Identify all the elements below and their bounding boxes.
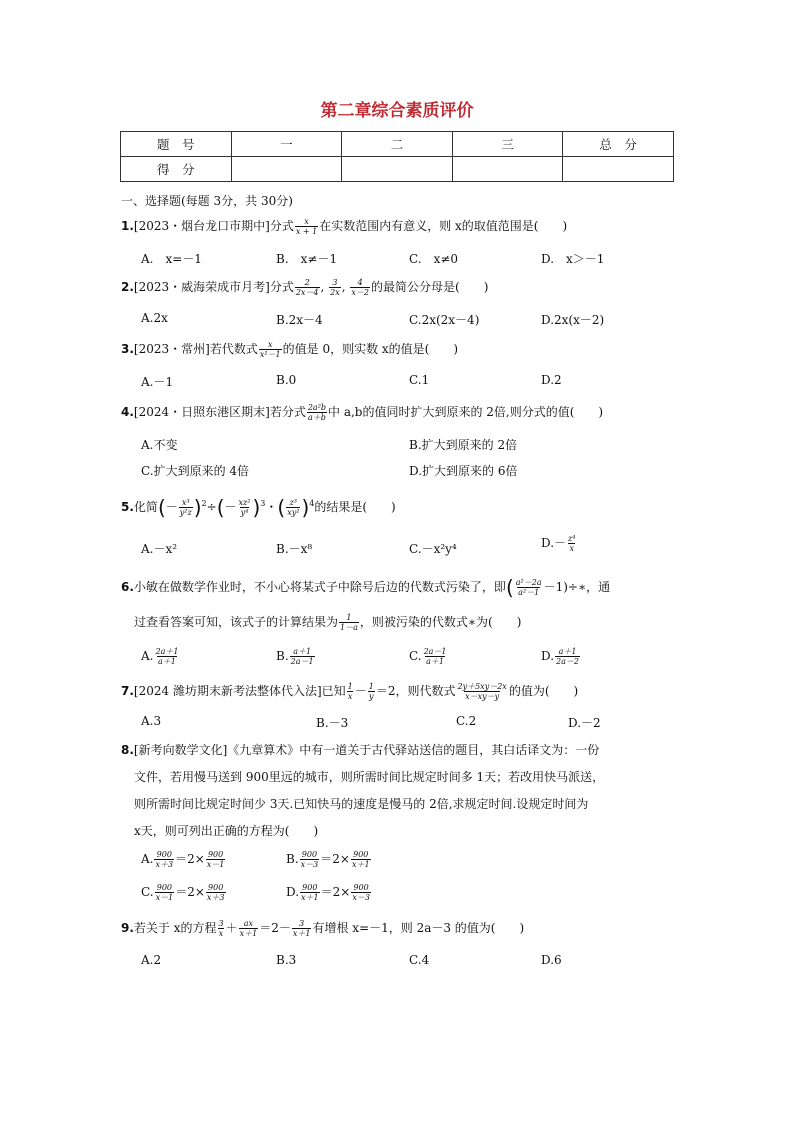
- numerator: 1: [368, 682, 374, 691]
- question-9: 9.若关于 x的方程 $\frac{3}{x}$ ＋ $\frac{ax}{x+1}$ ＝2－ $\frac{3}{x+1}$ 有增根 x=－1，则 2a－3 的值为( ): [121, 919, 525, 938]
- question-text: ＝2，则代数式: [375, 684, 456, 698]
- score-header-3: 三: [452, 132, 563, 157]
- numerator: 2a＋1: [155, 647, 179, 656]
- options-q5: [141, 534, 681, 560]
- numerator: 1: [347, 682, 353, 691]
- denominator: x－2: [351, 288, 370, 297]
- denominator: y: [369, 692, 374, 701]
- denominator: x＋3: [206, 893, 225, 902]
- question-number: 5.: [121, 500, 134, 514]
- fraction: [368, 682, 375, 701]
- option-c[interactable]: C.扩大到原来的 4倍: [141, 464, 250, 478]
- option-a[interactable]: A.－1: [141, 375, 174, 389]
- denominator: x－xy－y: [465, 692, 500, 701]
- denominator: x－1: [155, 893, 174, 902]
- numerator: 900: [353, 850, 369, 859]
- option-a[interactable]: A.－x²: [141, 542, 178, 556]
- question-7: 7.[2024 潍坊期末新考法整体代入法]已知 $\frac{1}{x}$ － $\frac{1}{y}$ ＝2，则代数式 $\frac{2y+5xy-2x}{x-xy-y}$ 的值为( ): [121, 682, 579, 701]
- fraction: [351, 883, 371, 902]
- equals-sign: ＝2×: [320, 852, 350, 866]
- option-b[interactable]: B.2x－4: [276, 313, 323, 327]
- numerator: 1: [346, 613, 352, 622]
- question-number: 4.: [121, 405, 134, 419]
- fraction: [218, 919, 225, 938]
- options-q8-row1: [141, 850, 681, 870]
- denominator: x²－1: [259, 350, 281, 359]
- denominator: x: [347, 692, 353, 701]
- option-c[interactable]: C. x≠0: [409, 252, 459, 266]
- fraction: [300, 850, 320, 869]
- option-d[interactable]: D.6: [541, 953, 562, 967]
- denominator: x＋1: [292, 929, 311, 938]
- options-q4-row2: [141, 462, 681, 482]
- fraction: [154, 647, 179, 666]
- numerator: x: [267, 340, 273, 349]
- numerator: 2a²b: [307, 403, 327, 412]
- denominator: a＋1: [158, 657, 176, 666]
- fraction: [239, 919, 259, 938]
- denominator: 2x: [330, 288, 340, 297]
- option-d[interactable]: D.－2: [568, 716, 601, 730]
- question-8-line2: 文件，若用慢马送到 900里远的城市，则所需时间比规定时间多 1天；若改用快马派送，: [134, 770, 605, 784]
- question-2: 2.[2023・威海荣成市月考]分式 $\frac{2}{2x-4}$ , $\frac{3}{2x}$ , $\frac{4}{x-2}$ 的最简公分母是( ): [121, 278, 489, 297]
- score-row-label: 得 分: [121, 157, 232, 182]
- option-b[interactable]: [276, 647, 316, 666]
- option-label: D.: [541, 649, 555, 663]
- question-8-line1: [121, 741, 681, 759]
- score-header-2: 二: [342, 132, 453, 157]
- option-label: D.: [286, 885, 300, 899]
- question-5: 5.化简(－ $\frac{\text{x³}}{\text{y²z}}$ )$^2$÷(－ $\frac{\text{xz²}}{\text{y⁴}}$ )$^3$・( $\frac{\text{z³}}{\text{xy²}}$ )$^4$的结果是( ): [121, 495, 396, 520]
- numerator: 900: [208, 883, 224, 892]
- denominator: x＋1: [351, 860, 370, 869]
- options-q6: [141, 647, 681, 667]
- option-c[interactable]: C.2x(2x－4): [409, 313, 480, 327]
- option-c[interactable]: C.－x²y⁴: [409, 542, 457, 556]
- score-cell-1[interactable]: [231, 157, 342, 182]
- numerator: xz²: [238, 498, 251, 507]
- numerator: 4: [357, 278, 363, 287]
- question-text: ，则被污染的代数式∗为( ): [359, 615, 522, 629]
- question-4: [121, 403, 681, 422]
- question-text: 有增根 x=－1，则 2a－3 的值为( ): [312, 921, 525, 935]
- option-c[interactable]: C.4: [409, 953, 430, 967]
- options-q3: [141, 373, 681, 393]
- denominator: a＋1: [426, 657, 444, 666]
- fraction: [179, 498, 193, 517]
- fraction: [238, 498, 252, 517]
- section-heading: 一、选择题(每题 3分，共 30分): [121, 194, 293, 208]
- question-text: 若关于 x的方程: [133, 921, 217, 935]
- fraction: [292, 919, 312, 938]
- fraction: [206, 850, 226, 869]
- numerator: 3: [299, 919, 305, 928]
- question-3: [121, 340, 681, 359]
- equals-sign: ＝2×: [175, 852, 205, 866]
- option-d[interactable]: D. x＞－1: [541, 252, 605, 266]
- option-b[interactable]: B.3: [276, 953, 297, 967]
- fraction: [290, 647, 315, 666]
- question-text: 化简: [133, 500, 158, 514]
- fraction: [339, 613, 359, 632]
- fraction: [295, 217, 318, 236]
- option-b[interactable]: B.扩大到原来的 2倍: [409, 438, 518, 452]
- question-text: [2023・烟台龙口市期中]分式: [133, 219, 294, 233]
- question-text: [2024 潍坊期末新考法整体代入法]已知: [133, 684, 346, 698]
- question-number: 7.: [121, 684, 134, 698]
- fraction: [259, 340, 282, 359]
- question-1: [121, 217, 681, 236]
- denominator: a＋b: [307, 413, 326, 422]
- score-header-total: 总 分: [563, 132, 674, 157]
- option-c[interactable]: [141, 883, 227, 902]
- question-number: 6.: [121, 580, 134, 594]
- fraction: [307, 403, 327, 422]
- numerator: ax: [243, 919, 254, 928]
- option-d[interactable]: [541, 534, 577, 553]
- options-q9: [141, 953, 681, 973]
- numerator: z³: [289, 498, 298, 507]
- denominator: x: [218, 929, 224, 938]
- options-q1: [141, 250, 681, 270]
- option-d[interactable]: [541, 647, 581, 666]
- options-q7: [141, 714, 681, 734]
- option-b[interactable]: [286, 850, 372, 869]
- denominator: 2x－4: [295, 288, 319, 297]
- numerator: 900: [207, 850, 224, 859]
- fraction: [351, 850, 371, 869]
- question-text: [2023・威海荣成市月考]分式: [133, 280, 294, 294]
- option-c[interactable]: [409, 647, 449, 666]
- question-text: 在实数范围内有意义，则 x的取值范围是( ): [319, 219, 568, 233]
- score-table-header-row: [121, 132, 674, 157]
- option-a[interactable]: A. x=－1: [141, 252, 202, 266]
- option-b[interactable]: B. x≠－1: [276, 252, 338, 266]
- question-text: [2024・日照东港区期末]若分式: [133, 405, 306, 419]
- denominator: x＋1: [301, 893, 319, 902]
- numerator: a²－2a: [515, 578, 542, 587]
- denominator: x＋3: [155, 860, 174, 869]
- question-6-line1: 6.小敏在做数学作业时，不小心将某式子中除号后边的代数式污染了，即( $\frac{\text{a²－2a}}{\text{a²－1}}$ －1)÷∗，通: [121, 575, 611, 600]
- score-cell-2[interactable]: [342, 157, 453, 182]
- fraction: [567, 534, 576, 553]
- denominator: y²z: [179, 508, 192, 517]
- option-d[interactable]: D.扩大到原来的 6倍: [409, 464, 518, 478]
- fraction: [456, 682, 507, 701]
- denominator: x－3: [352, 893, 370, 902]
- page-title: 第二章综合素质评价: [320, 101, 474, 121]
- question-number: 2.: [121, 280, 134, 294]
- fraction: [286, 498, 300, 517]
- option-label: D.－: [541, 536, 567, 550]
- numerator: 2a－1: [423, 647, 447, 656]
- question-number: 3.: [121, 342, 134, 356]
- option-b[interactable]: B.－3: [316, 716, 349, 730]
- score-header-1: 一: [231, 132, 342, 157]
- question-text: 中 a,b的值同时扩大到原来的 2倍,则分式的值( ): [328, 405, 604, 419]
- denominator: xy²: [287, 508, 300, 517]
- equals-sign: ＝2×: [175, 885, 205, 899]
- option-a[interactable]: [141, 647, 180, 666]
- fraction: [347, 682, 354, 701]
- score-table: [120, 131, 674, 182]
- option-c[interactable]: C.1: [409, 373, 430, 387]
- option-a[interactable]: A.3: [141, 714, 162, 728]
- question-text: －1)÷∗，通: [543, 580, 611, 594]
- numerator: 900: [156, 850, 172, 859]
- question-text: 的结果是( ): [314, 500, 396, 514]
- option-d[interactable]: D.2: [541, 373, 562, 387]
- fraction: [206, 883, 226, 902]
- equals-sign: ＝2×: [320, 885, 351, 899]
- numerator: 900: [353, 883, 369, 892]
- fraction: [555, 647, 580, 666]
- fraction: [423, 647, 448, 666]
- option-d[interactable]: D.2x(x－2): [541, 313, 605, 327]
- question-text: ＝2－: [259, 921, 291, 935]
- numerator: 900: [156, 883, 173, 892]
- question-text: 的最简公分母是( ): [371, 280, 489, 294]
- option-c[interactable]: C.2: [456, 714, 477, 728]
- numerator: a＋1: [558, 647, 577, 656]
- option-a[interactable]: [141, 850, 226, 869]
- denominator: 2a－1: [290, 657, 314, 666]
- option-d[interactable]: [286, 883, 372, 902]
- score-cell-total[interactable]: [563, 157, 674, 182]
- question-8-line4: x天，则可列出正确的方程为( ): [134, 824, 319, 838]
- question-text: 过查看答案可知，该式子的计算结果为: [134, 615, 339, 629]
- option-a[interactable]: A.2: [141, 953, 162, 967]
- score-table-score-row: [121, 157, 674, 182]
- question-text: 的值是 0，则实数 x的值是( ): [282, 342, 459, 356]
- fraction: [154, 850, 174, 869]
- option-label: A.: [141, 649, 154, 663]
- denominator: x + 1: [295, 227, 318, 236]
- question-6-line2: [134, 613, 694, 632]
- question-number: 9.: [121, 921, 134, 935]
- question-8-line3: 则所需时间比规定时间少 3天.已知快马的速度是慢马的 2倍,求规定时间.设规定时间为: [134, 797, 589, 811]
- denominator: 2a－2: [556, 657, 579, 666]
- numerator: 2y＋5xy－2x: [457, 682, 507, 691]
- denominator: 1－a: [340, 623, 358, 632]
- numerator: a＋1: [293, 647, 312, 656]
- options-q8-row2: [141, 883, 681, 903]
- score-header-label: 题 号: [121, 132, 232, 157]
- question-text: 小敏在做数学作业时，不小心将某式子中除号后边的代数式污染了，即: [133, 580, 506, 594]
- denominator: x: [569, 544, 574, 553]
- option-label: B.: [276, 649, 289, 663]
- numerator: x³: [181, 498, 190, 507]
- option-label: A.: [141, 852, 154, 866]
- option-b[interactable]: B.－x⁸: [276, 542, 313, 556]
- denominator: x－3: [300, 860, 319, 869]
- numerator: x: [304, 217, 309, 226]
- denominator: y⁴: [240, 508, 249, 517]
- option-label: C.: [409, 649, 422, 663]
- question-text: [新考向数学文化]《九章算术》中有一道关于古代驿站送信的题目，其白话译文为：一份: [133, 743, 600, 757]
- numerator: 3: [218, 919, 224, 928]
- fraction: [515, 578, 543, 597]
- option-b[interactable]: B.0: [276, 373, 297, 387]
- score-cell-3[interactable]: [452, 157, 563, 182]
- question-number: 8.: [121, 743, 134, 757]
- fraction: [300, 883, 320, 902]
- option-label: C.: [141, 885, 154, 899]
- option-a[interactable]: A.2x: [141, 311, 168, 325]
- denominator: x－1: [206, 860, 225, 869]
- question-number: 1.: [121, 219, 134, 233]
- question-text: 的值为( ): [508, 684, 579, 698]
- numerator: 2: [304, 278, 310, 287]
- options-q4-row1: [141, 436, 681, 456]
- fraction: [295, 278, 320, 297]
- fraction: [155, 883, 175, 902]
- denominator: a²－1: [518, 588, 540, 597]
- option-label: B.: [286, 852, 299, 866]
- denominator: x＋1: [239, 929, 258, 938]
- numerator: 900: [302, 883, 318, 892]
- numerator: 3: [332, 278, 338, 287]
- fraction: [329, 278, 341, 297]
- options-q2: [141, 311, 681, 331]
- fraction: [350, 278, 370, 297]
- numerator: z⁴: [568, 534, 576, 543]
- question-text: [2023・常州]若代数式: [133, 342, 258, 356]
- option-a[interactable]: A.不变: [141, 438, 178, 452]
- numerator: 900: [301, 850, 318, 859]
